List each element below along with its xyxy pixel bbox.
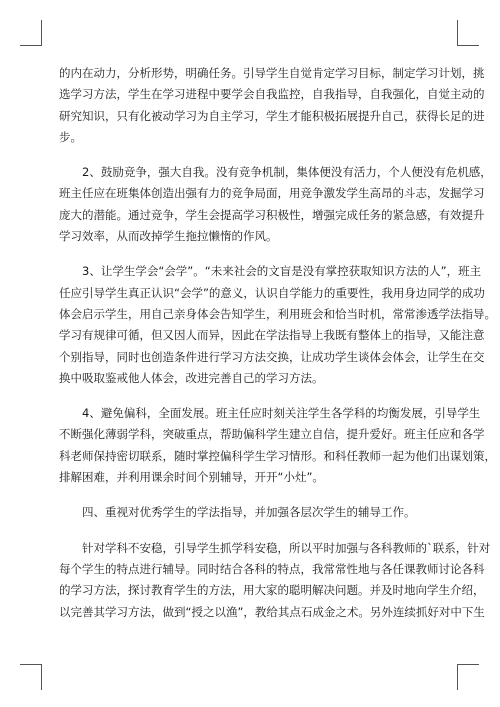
paragraph-gap	[59, 247, 441, 261]
text-line: 班主任应在班集体创造出强有力的竞争局面，用竞争激发学生高昂的斗志，发掘学习	[59, 186, 485, 201]
paragraph-gap	[59, 148, 441, 162]
text-line: 3、让学生学会“会学”。“未来社会的文盲是没有掌控获取知识方法的人”，班主	[59, 264, 482, 279]
text-line: 4、避免偏科，全面发展。班主任应时刻关注学生各学科的均衡发展，引导学生	[59, 406, 481, 421]
text-line: 研究知识，只有化被动学习为自主学习，学生才能积极拓展提升自己，获得长足的进	[59, 108, 485, 123]
text-line: 的内在动力，分析形势，明确任务。引导学生自觉肯定学习目标，制定学习计划，挑	[59, 66, 485, 80]
paragraph	[59, 502, 441, 523]
text-line: 庞大的潜能。通过竞争，学生会提高学习积极性，增强完成任务的紧急感，有效提升	[59, 207, 485, 222]
text-line: 科老师保持密切联系，随时掌控偏科学生学习情形。和科任教师一起为他们出谋划策，	[59, 448, 496, 463]
paragraph-gap	[59, 524, 441, 538]
text-line: 不断强化薄弱学科，突破重点，帮助偏科学生建立自信，提升爱好。班主任应和各学	[59, 427, 485, 442]
text-line: 任应引导学生真正认识“会学”的意义，认识自学能力的重要性，我用身边同学的成功	[59, 285, 485, 300]
text-line: 选学习方法，学生在学习进程中要学会自我监控，自我指导，自我强化，自觉主动的	[59, 87, 485, 102]
text-line: 以完善其学习方法，做到“授之以渔”，教给其点石成金之术。另外连续抓好对中下生	[59, 604, 485, 619]
text-line: 每个学生的特点进行辅导。同时结合各科的特点，我常常性地与各任课教师讨论各科	[59, 561, 485, 576]
text-line: 的学习方法，探讨教育学生的方法，用大家的聪明解决问题。并及时地向学生介绍，	[59, 583, 485, 598]
paragraph-gap	[59, 389, 441, 403]
text-line: 个别指导，同时也创造条件进行学习方法交换，让成功学生谈体会体会，让学生在交	[59, 349, 485, 364]
text-line: 学习有规律可循，但又因人而异，因此在学法指导上我既有整体上的指导，又能注意	[59, 328, 485, 343]
paragraph	[59, 261, 496, 389]
text-line: 四、重视对优秀学生的学法指导，并加强各层次学生的辅导工作。	[59, 505, 416, 520]
text-line: 2、鼓励竞争，强大自我。没有竞争机制，集体便没有活力，个人便没有危机感，	[59, 165, 492, 180]
text-line: 排解困难，并利用课余时间个别辅导，开开“小灶”。	[59, 470, 324, 485]
document-body	[59, 63, 496, 623]
text-line: 针对学科不安稳，引导学生抓学科安稳，所以平时加强与各科教师的`联系，针对	[59, 540, 491, 555]
text-line: 学习效率，从而改掉学生拖拉懒惰的作风。	[59, 229, 278, 244]
paragraph-gap	[59, 488, 441, 502]
paragraph	[59, 162, 492, 247]
text-line: 体会启示学生，用自己亲身体会告知学生，利用班会和恰当时机，常常渗透学法指导。	[59, 306, 496, 321]
paragraph	[59, 63, 485, 148]
paragraph	[59, 403, 496, 488]
text-line: 换中吸取鉴戒他人体会，改进完善自己的学习方法。	[59, 370, 324, 385]
text-line: 步。	[59, 129, 82, 144]
paragraph	[59, 538, 491, 623]
